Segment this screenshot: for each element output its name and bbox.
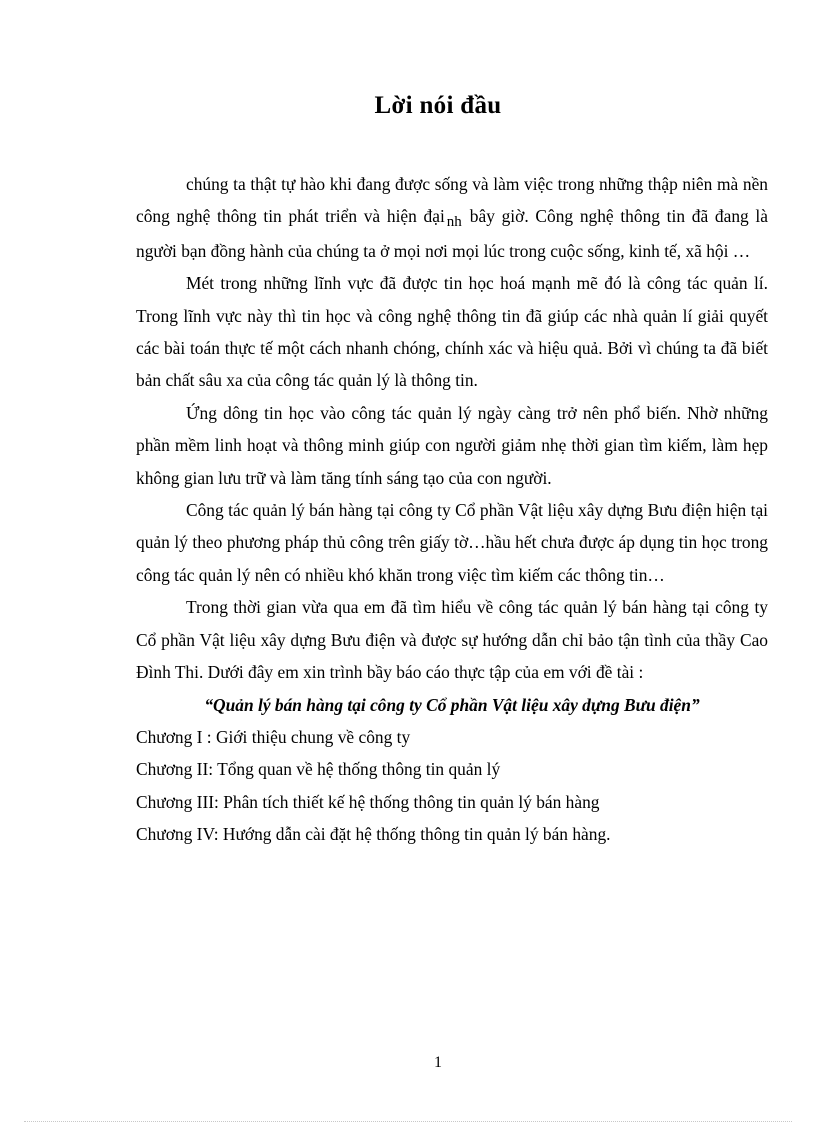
chapter-item-3: Chương III: Phân tích thiết kế hệ thống thông tin quản lý bán hàng <box>136 791 600 812</box>
chapter-item-2: Chương II: Tổng quan về hệ thống thông tin quản lý <box>136 759 501 780</box>
paragraph-5: Trong thời gian vừa qua em đã tìm hiểu về công tác quản lý bán hàng tại công ty Cổ phần Vật liệu xây dựng Bưu điện và được sự hướng dẫn chỉ bảo tận tình của thầy Cao Đình Thi. Dưới đây em xin trình bầy báo cáo thực tập của em với đề tài : <box>136 597 768 683</box>
page-bottom-divider <box>24 1121 792 1122</box>
page-title: Lời nói đầu <box>374 92 502 119</box>
chapter-item-4: Chương IV: Hướng dẫn cài đặt hệ thống thông tin quản lý bán hàng. <box>136 824 611 845</box>
paragraph-2: Mét trong những lĩnh vực đã được tin học hoá mạnh mẽ đó là công tác quản lí. Trong lĩnh vực này thì tin học và công nghệ thông tin đã giúp các nhà quản lí giải quyết các bài toán thực tế một cách nhanh chóng, chính xác và hiệu quả. Bởi vì chúng ta đã biết bản chất sâu xa của công tác quản lý là thông tin. <box>136 273 768 391</box>
paragraph-4: Công tác quản lý bán hàng tại công ty Cổ phần Vật liệu xây dựng Bưu điện hiện tại quản lý theo phương pháp thủ công trên giấy tờ…hầu hết chưa được áp dụng tin học trong công tác quản lý nên có nhiều khó khăn trong việc tìm kiếm các thông tin… <box>136 500 768 585</box>
page-number: 1 <box>434 1054 442 1071</box>
report-subject: “Quản lý bán hàng tại công ty Cổ phần Vật liệu xây dựng Bưu điện” <box>204 694 700 715</box>
paragraph-1 <box>136 168 768 267</box>
chapter-item-1: Chương I : Giới thiệu chung về công ty <box>136 726 411 747</box>
paragraph-1-text-a: chúng ta thật tự hào khi đang được sống và làm việc trong những thập niên mà nền công nghệ thông tin phát triển và hiện đại <box>136 174 768 227</box>
chapter-list <box>136 721 768 851</box>
stray-fragment: nh <box>446 214 462 231</box>
paragraph-1-text-b: bây giờ. Công nghệ thông tin đã đang là người bạn đồng hành của chúng ta ở mọi nơi mọi lúc trong cuộc sống, kinh tế, xã hội … <box>136 206 768 261</box>
paragraph-3: Ứng dông tin học vào công tác quản lý ngày càng trở nên phổ biến. Nhờ những phần mềm linh hoạt và thông minh giúp con người giảm nhẹ thời gian tìm kiếm, làm hẹp không gian lưu trữ và làm tăng tính sáng tạo của con người. <box>136 402 768 488</box>
document-body <box>136 168 768 851</box>
